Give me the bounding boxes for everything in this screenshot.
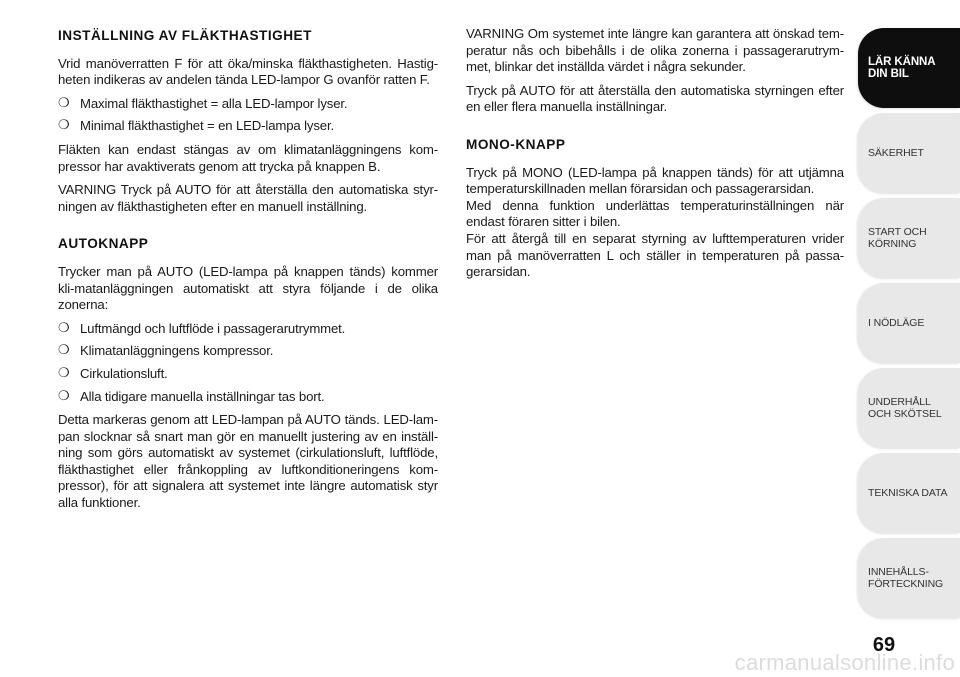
paragraph: För att återgå till en separat styrning av lufttemperaturen vrider man på manöverratten L och ställer in temperaturen på passa-gerarsidan. <box>466 230 844 280</box>
list-item: ❍ Alla tidigare manuella inställningar tas bort. <box>58 388 325 404</box>
circle-bullet-icon: ❍ <box>58 95 70 111</box>
warning-paragraph: VARNING Tryck på AUTO för att återställa den automatiska styr-ningen av fläkthastigheten efter en manuell inställning. <box>58 182 438 214</box>
list-item: ❍ Minimal fläkthastighet = en LED-lampa lyser. <box>58 118 334 134</box>
paragraph: Med denna funktion underlättas temperaturinställningen när endast föraren sitter i bilen. <box>466 197 844 230</box>
section-heading-auto-button: AUTOKNAPP <box>58 236 149 252</box>
section-heading-mono-button: MONO-KNAPP <box>466 136 566 152</box>
page-number: 69 <box>872 634 896 656</box>
tab-innehallsforteckning[interactable]: INNEHÅLLS- FÖRTECKNING <box>858 538 960 618</box>
list-item: ❍ Maximal fläkthastighet = alla LED-lampor lyser. <box>58 95 348 111</box>
tab-start-och-korning[interactable]: START OCH KÖRNING <box>858 198 960 278</box>
chapter-tabs <box>858 28 960 623</box>
warning-paragraph: VARNING Om systemet inte längre kan garantera att önskad tem-peratur nås och bibehålls i de olika zonerna i passagerarutrym-met, blinkar det inställda värdet i några sekunder. <box>466 26 844 75</box>
left-column <box>58 26 438 519</box>
right-column <box>466 26 844 288</box>
circle-bullet-icon: ❍ <box>58 388 70 404</box>
paragraph: Tryck på AUTO för att återställa den automatiska styrningen efter en eller flera manuella inställningar. <box>466 82 844 115</box>
bullet-list <box>58 96 438 135</box>
tab-lar-kanna-din-bil[interactable]: LÄR KÄNNA DIN BIL <box>858 28 960 108</box>
circle-bullet-icon: ❍ <box>58 320 70 336</box>
tab-i-nodlage[interactable]: I NÖDLÄGE <box>858 283 960 363</box>
tab-underhall-och-skotsel[interactable]: UNDERHÅLL OCH SKÖTSEL <box>858 368 960 448</box>
paragraph: Tryck på MONO (LED-lampa på knappen tänds) för att utjämna temperaturskillnaden mellan förarsidan och passagerarsidan. <box>466 164 844 197</box>
tab-tekniska-data[interactable]: TEKNISKA DATA <box>858 453 960 533</box>
tab-sakerhet[interactable]: SÄKERHET <box>858 113 960 193</box>
list-item: ❍ Klimatanläggningens kompressor. <box>58 343 274 359</box>
list-item: ❍ Luftmängd och luftflöde i passagerarutrymmet. <box>58 320 346 336</box>
paragraph: Trycker man på AUTO (LED-lampa på knappen tänds) kommer kli-matanläggningen automatiskt att styra följande i de olika zonerna: <box>58 263 438 313</box>
paragraph: Fläkten kan endast stängas av om klimatanläggningens kom-pressor har avaktiverats genom att trycka på knappen B. <box>58 141 438 174</box>
section-heading-fan-speed: INSTÄLLNING AV FLÄKTHASTIGHET <box>58 28 312 43</box>
paragraph: Vrid manöverratten F för att öka/minska fläkthastigheten. Hastig-heten indikeras av andelen tända LED-lampor G ovanför ratten F. <box>58 55 438 88</box>
circle-bullet-icon: ❍ <box>58 365 70 381</box>
bullet-list <box>58 321 438 405</box>
list-item: ❍ Cirkulationsluft. <box>58 365 168 381</box>
circle-bullet-icon: ❍ <box>58 343 70 359</box>
circle-bullet-icon: ❍ <box>58 118 70 134</box>
paragraph: Detta markeras genom att LED-lampan på AUTO tänds. LED-lam-pan slocknar så snart man gör en manuellt justering av en inställ-ning som görs automatiskt av systemet (cirkulationsluft, luftflöde, fläkthastighet eller frånkoppling av luftkonditioneringens kom-pressor), för att signalera att systemet inte längre automatisk styr alla funktioner. <box>58 412 438 511</box>
watermark: carmanualsonline.info <box>734 650 955 675</box>
